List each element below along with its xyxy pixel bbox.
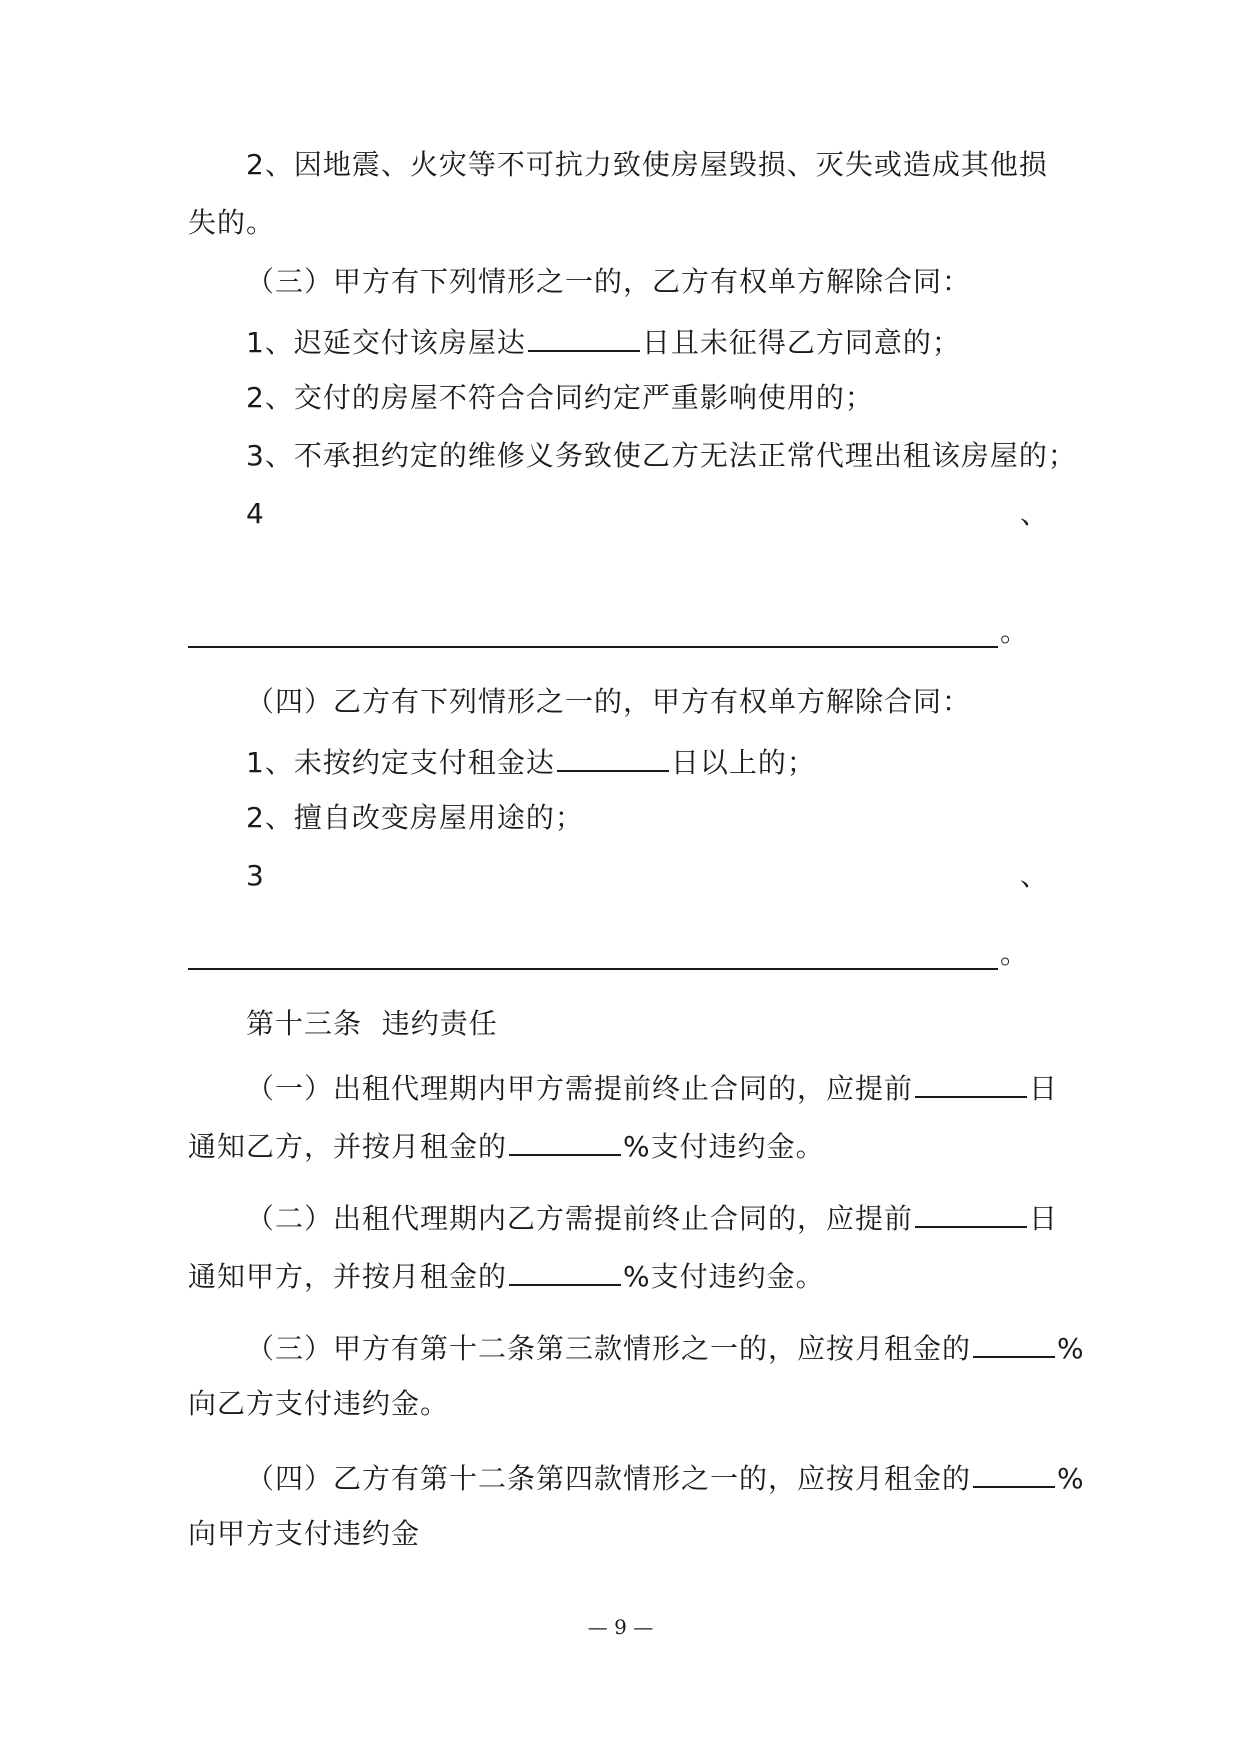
clause-line bbox=[188, 1254, 1088, 1294]
clause-line bbox=[246, 320, 1146, 360]
fill-blank[interactable] bbox=[973, 1326, 1055, 1358]
text: 日且未征得乙方同意的； bbox=[641, 326, 961, 359]
text: %支付违约金。 bbox=[623, 1260, 825, 1293]
clause-line bbox=[246, 798, 1146, 838]
long-fill-blank[interactable] bbox=[188, 968, 998, 970]
clause-line bbox=[246, 378, 1146, 418]
fill-blank[interactable] bbox=[509, 1254, 621, 1286]
text: 2、擅自改变房屋用途的； bbox=[246, 801, 584, 834]
clause-line bbox=[188, 1384, 1088, 1424]
fill-blank[interactable] bbox=[915, 1066, 1027, 1098]
clause-line bbox=[246, 145, 1146, 185]
text: （四）乙方有第十二条第四款情形之一的，应按月租金的 bbox=[246, 1462, 972, 1495]
text: % bbox=[1057, 1462, 1085, 1495]
clause-line bbox=[246, 436, 1146, 476]
fill-blank[interactable] bbox=[509, 1124, 621, 1156]
clause-line bbox=[246, 1326, 1146, 1366]
clause-line bbox=[188, 1124, 1088, 1164]
clause-number bbox=[246, 494, 1146, 534]
clause-line bbox=[246, 1196, 1146, 1236]
fill-blank[interactable] bbox=[915, 1196, 1027, 1228]
text: 4 bbox=[246, 497, 265, 530]
text: 日 bbox=[1029, 1072, 1059, 1105]
clause-number bbox=[246, 856, 1146, 896]
text: 通知甲方，并按月租金的 bbox=[188, 1260, 508, 1293]
clause-line bbox=[246, 1456, 1146, 1496]
fill-blank[interactable] bbox=[973, 1456, 1055, 1488]
text: （一）出租代理期内甲方需提前终止合同的，应提前 bbox=[246, 1072, 914, 1105]
text: 第十三条 违约责任 bbox=[246, 1007, 498, 1040]
clause-heading bbox=[246, 682, 1146, 722]
clause-line bbox=[246, 1066, 1146, 1106]
article-heading bbox=[246, 1004, 1146, 1044]
text: （四）乙方有下列情形之一的，甲方有权单方解除合同： bbox=[246, 685, 972, 718]
end-mark: 。 bbox=[1000, 615, 1029, 648]
text: （二）出租代理期内乙方需提前终止合同的，应提前 bbox=[246, 1202, 914, 1235]
text: 日 bbox=[1029, 1202, 1059, 1235]
text: 2、因地震、火灾等不可抗力致使房屋毁损、灭失或造成其他损 bbox=[246, 148, 1048, 181]
clause-line bbox=[246, 740, 1146, 780]
text: 3、不承担约定的维修义务致使乙方无法正常代理出租该房屋的； bbox=[246, 439, 1077, 472]
text: 2、交付的房屋不符合合同约定严重影响使用的； bbox=[246, 381, 874, 414]
text: 3 bbox=[246, 859, 265, 892]
end-mark: 。 bbox=[1000, 937, 1029, 970]
clause-line bbox=[188, 203, 1088, 243]
text: 日以上的； bbox=[670, 746, 816, 779]
text: 1、未按约定支付租金达 bbox=[246, 746, 555, 779]
clause-line bbox=[188, 1514, 1088, 1554]
text: 失的。 bbox=[188, 206, 276, 239]
text: 1、迟延交付该房屋达 bbox=[246, 326, 526, 359]
fill-blank[interactable] bbox=[557, 740, 669, 772]
enum-mark: 、 bbox=[1020, 497, 1049, 530]
clause-heading bbox=[246, 262, 1146, 302]
text: %支付违约金。 bbox=[623, 1130, 825, 1163]
text: （三）甲方有下列情形之一的，乙方有权单方解除合同： bbox=[246, 265, 972, 298]
text: （三）甲方有第十二条第三款情形之一的，应按月租金的 bbox=[246, 1332, 972, 1365]
text: 通知乙方，并按月租金的 bbox=[188, 1130, 508, 1163]
long-fill-blank[interactable] bbox=[188, 646, 998, 648]
text: 向甲方支付违约金 bbox=[188, 1517, 421, 1550]
fill-blank[interactable] bbox=[528, 320, 640, 352]
enum-mark: 、 bbox=[1020, 859, 1049, 892]
text: 向乙方支付违约金。 bbox=[188, 1387, 450, 1420]
text: % bbox=[1057, 1332, 1085, 1365]
page-number: — 9 — bbox=[587, 1615, 654, 1639]
